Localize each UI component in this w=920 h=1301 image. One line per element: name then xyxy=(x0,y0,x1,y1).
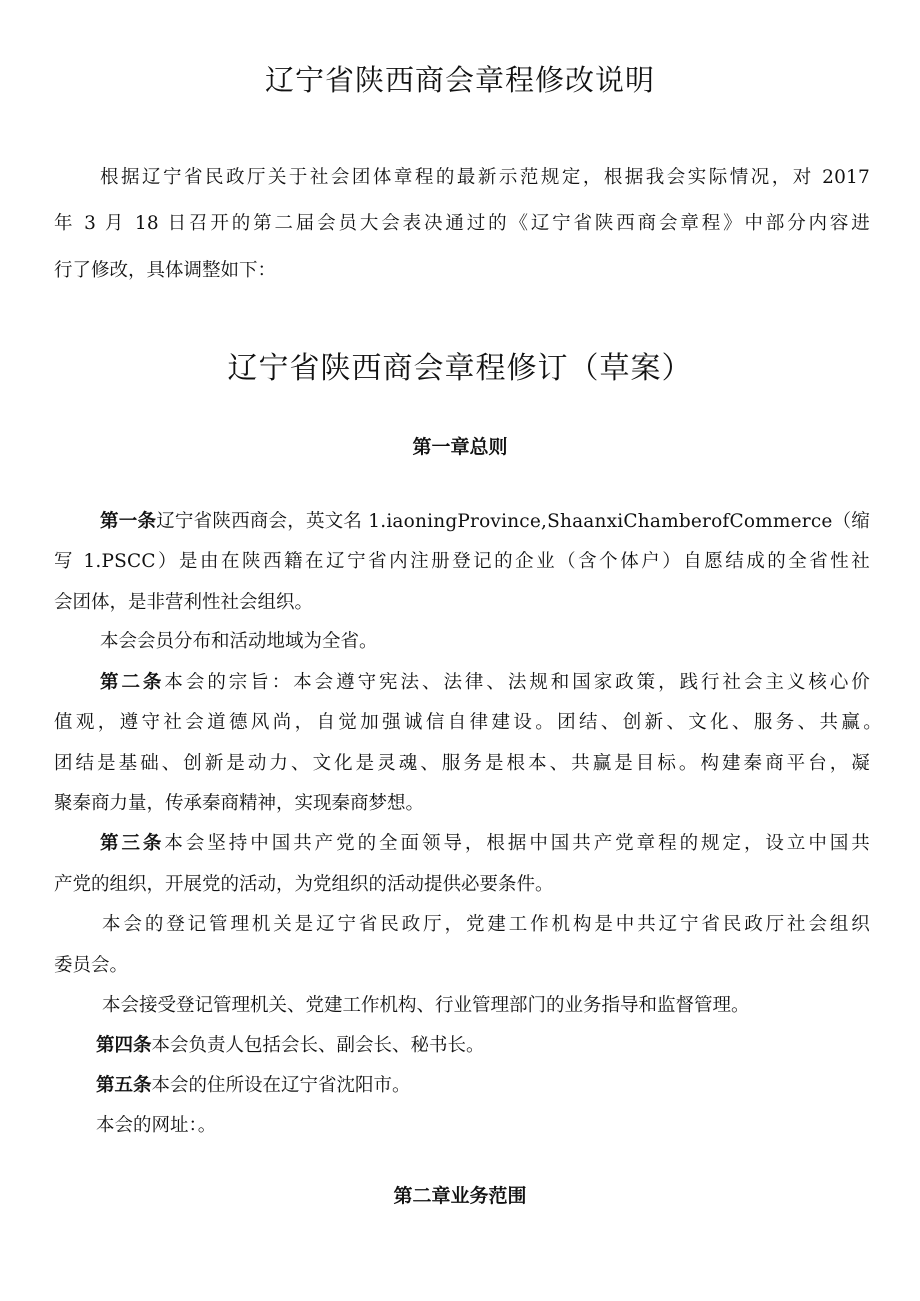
article-1-text: 辽宁省陕西商会，英文名 1.iaoningProvince,ShaanxiChamberofCommerce（缩 xyxy=(156,511,870,532)
article-3-paragraph-3: 本会接受登记管理机关、党建工作机构、行业管理部门的业务指导和监督管理。 xyxy=(102,995,750,1016)
article-4-line xyxy=(96,1033,485,1059)
article-3-text: 本会坚持中国共产党的全面领导，根据中国共产党章程的规定，设立中国共 xyxy=(164,833,870,854)
article-3-paragraph-2-line-2: 委员会。 xyxy=(54,955,129,976)
article-1-line-1 xyxy=(54,509,870,535)
chapter-1-heading: 第一章总则 xyxy=(412,436,508,458)
article-1-label: 第一条 xyxy=(100,511,157,532)
intro-line-1: 根据辽宁省民政厅关于社会团体章程的最新示范规定，根据我会实际情况，对 2017 xyxy=(100,167,870,188)
draft-title: 辽宁省陕西商会章程修订（草案） xyxy=(227,351,693,386)
intro-line-3: 行了修改，具体调整如下： xyxy=(54,260,277,281)
article-2-label: 第二条 xyxy=(100,672,165,693)
article-1-line-2: 写 1.PSCC）是由在陕西籍在辽宁省内注册登记的企业（含个体户）自愿结成的全省性社 xyxy=(54,551,870,572)
article-5-line xyxy=(96,1073,411,1099)
article-3-label: 第三条 xyxy=(100,833,165,854)
article-3-paragraph-2-line-1: 本会的登记管理机关是辽宁省民政厅，党建工作机构是中共辽宁省民政厅社会组织 xyxy=(102,914,870,935)
chapter-2-heading: 第二章业务范围 xyxy=(393,1185,527,1207)
article-2-text: 本会的宗旨：本会遵守宪法、法律、法规和国家政策，践行社会主义核心价 xyxy=(164,672,870,693)
article-5-label: 第五条 xyxy=(96,1075,152,1096)
article-1-paragraph-2: 本会会员分布和活动地域为全省。 xyxy=(100,631,378,652)
article-5-text: 本会的住所设在辽宁省沈阳市。 xyxy=(151,1075,411,1096)
article-2-line-4: 聚秦商力量，传承秦商精神，实现秦商梦想。 xyxy=(54,793,425,814)
article-2-line-1 xyxy=(54,670,870,696)
article-4-text: 本会负责人包括会长、副会长、秘书长。 xyxy=(151,1035,485,1056)
article-2-line-2: 值观，遵守社会道德风尚，自觉加强诚信自律建设。团结、创新、文化、服务、共赢。 xyxy=(54,712,882,733)
article-4-label: 第四条 xyxy=(96,1035,152,1056)
article-3-line-1 xyxy=(54,831,870,857)
document-title: 辽宁省陕西商会章程修改说明 xyxy=(264,63,655,97)
article-2-line-3: 团结是基础、创新是动力、文化是灵魂、服务是根本、共赢是目标。构建秦商平台，凝 xyxy=(54,753,870,774)
article-3-line-2: 产党的组织，开展党的活动，为党组织的活动提供必要条件。 xyxy=(54,874,554,895)
article-5-paragraph-2: 本会的网址：。 xyxy=(96,1115,217,1136)
article-1-line-3: 会团体，是非营利性社会组织。 xyxy=(54,592,314,613)
intro-line-2: 年 3 月 18 日召开的第二届会员大会表决通过的《辽宁省陕西商会章程》中部分内容进 xyxy=(54,213,870,234)
